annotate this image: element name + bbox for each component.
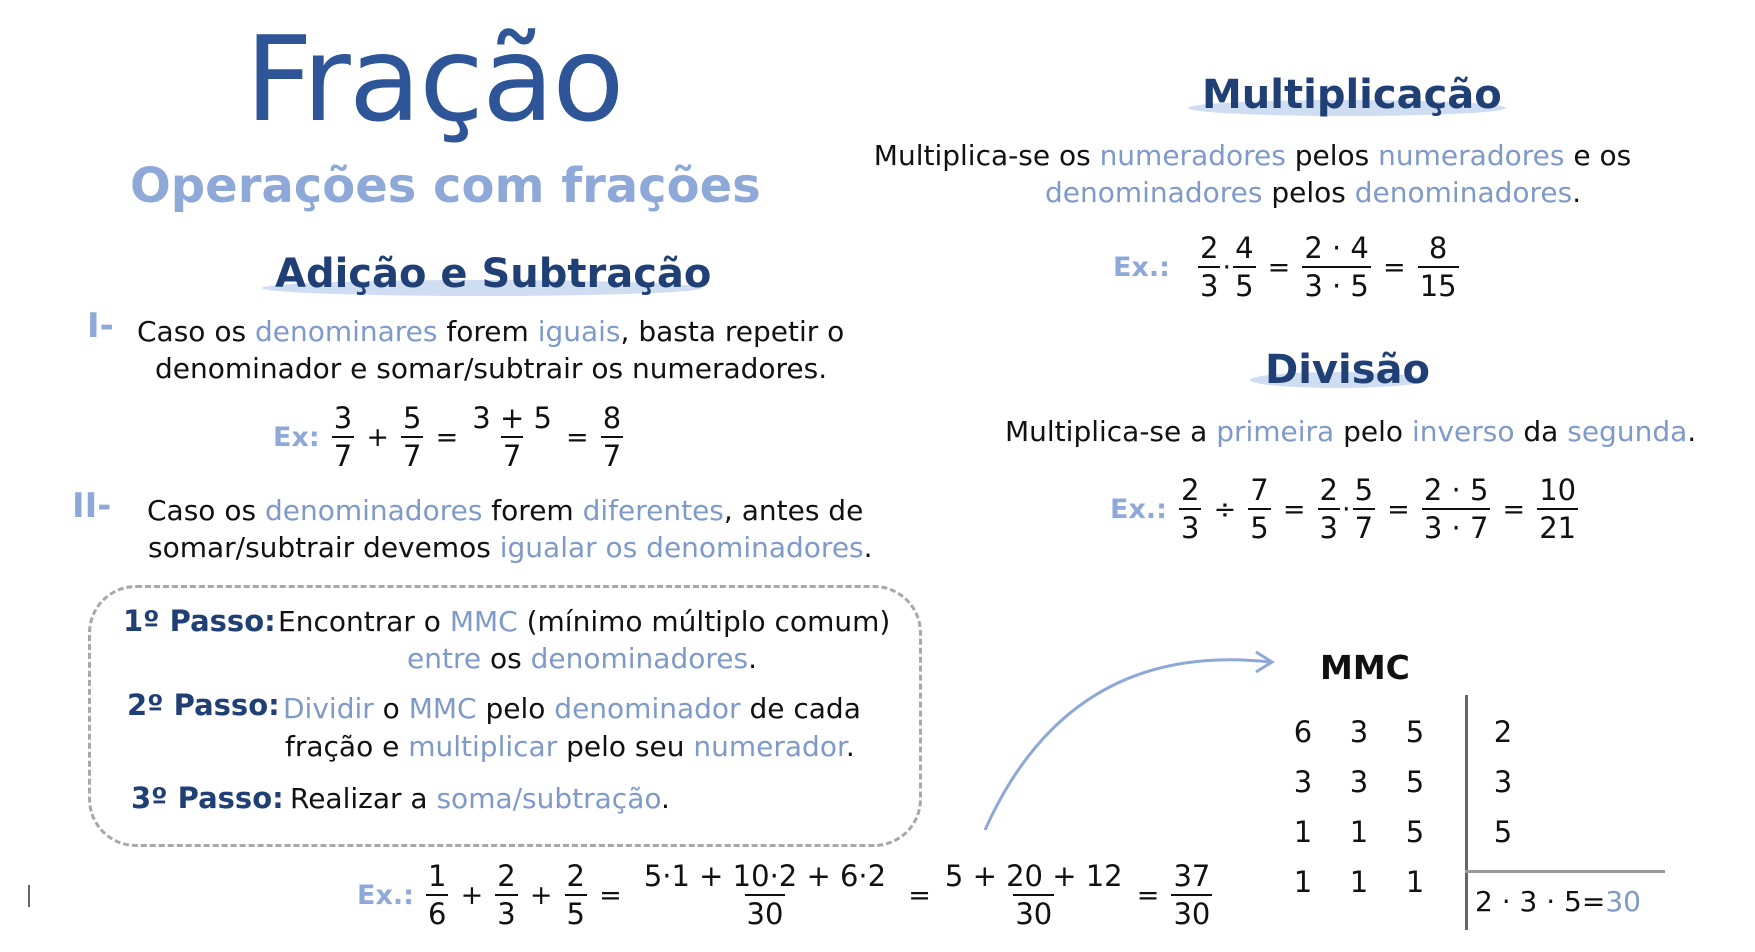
operator: ÷ [1213,493,1237,525]
mmc-grid [1283,715,1435,915]
mmc-divisor: 5 [1493,815,1513,849]
fraction: $\frac{2}{3}$ [1319,473,1338,545]
fraction: $\frac{5}{7}$ [403,401,422,473]
fraction: $\frac{5\cdot 1 + 10\cdot 2 + 6\cdot 2}{30}$ [643,859,887,931]
mmc-vertical-line [1465,695,1468,930]
section-title-division: Divisão [1265,347,1430,393]
mmc-row: 1 1 1 [1293,865,1425,899]
mmc-horizontal-line [1465,870,1665,873]
fraction: $\frac{1}{6}$ [428,859,447,931]
equals: = [1267,251,1291,283]
fraction: $\frac{3}{7}$ [333,401,353,473]
equals: = [599,879,622,911]
multiplication-line-2: denominadores pelos denominadores. [1045,176,1582,209]
equals: = [566,421,589,453]
case-2-line-1: Caso os denominadores forem diferentes, antes de [147,494,864,527]
step-1-line-2: entre os denominadores. [407,642,757,675]
fraction: $\frac{2}{5}$ [566,859,585,931]
step-3-line-1: Realizar a soma/subtração. [290,782,670,815]
mmc-divisors [1483,715,1523,865]
page-subtitle: Operações com frações [130,158,761,214]
fraction: $\frac{5}{7}$ [1354,473,1374,545]
equals: = [435,421,459,453]
step-1-label: 1º Passo: [123,604,276,638]
operator: · [1222,251,1232,283]
step-2-label: 2º Passo: [127,688,280,722]
operator: + [460,879,484,911]
division-line-1: Multiplica-se a primeira pelo inverso da segunda. [1005,415,1697,448]
step-2-line-2: fração e multiplicar pelo seu numerador. [285,730,855,763]
equals: = [1502,493,1526,525]
case-1-numeral: I- [87,306,114,346]
fraction: $\frac{3 + 5}{7}$ [472,401,552,473]
fraction: $\frac{2 \cdot 5}{3 \cdot 7}$ [1423,473,1489,545]
example-label: Ex: [273,421,320,453]
mmc-divisor: 3 [1493,765,1513,799]
fraction: $\frac{8}{7}$ [602,401,622,473]
mmc-result [1475,885,1641,918]
fraction: $\frac{2}{3}$ [1200,231,1219,303]
fraction: $\frac{8}{15}$ [1419,231,1457,303]
fraction: $\frac{2}{3}$ [1181,473,1200,545]
step-3-label: 3º Passo: [131,781,284,815]
example-label: Ex.: [357,879,414,911]
mmc-row: 6 3 5 [1293,715,1425,749]
equals: = [908,879,931,911]
mmc-result-expression: 2 · 3 · 5= [1475,885,1606,918]
fraction: $\frac{2 \cdot 4}{3 \cdot 5}$ [1304,231,1369,303]
page-title: Fração [245,10,623,148]
example-label: Ex.: [1113,251,1170,283]
operator: + [529,879,553,911]
operator: · [1342,493,1351,525]
multiplication-line-1: Multiplica-se os numeradores pelos numeradores e os [873,139,1632,172]
equals: = [1136,879,1160,911]
step-1-line-1: Encontrar o MMC (mínimo múltiplo comum) [278,605,891,638]
fraction: $\frac{10}{21}$ [1539,473,1577,545]
operator: + [366,421,389,453]
mmc-divisor: 2 [1493,715,1513,749]
fraction: $\frac{37}{30}$ [1173,859,1211,931]
equals: = [1382,251,1406,283]
mmc-result-value: 30 [1605,885,1641,918]
case-2-numeral: II- [72,486,112,526]
fraction: $\frac{4}{5}$ [1235,231,1254,303]
equals: = [1282,493,1306,525]
fraction: $\frac{2}{3}$ [497,859,516,931]
case-1-line-1: Caso os denominares forem iguais, basta repetir o [137,315,845,348]
case-1-line-2: denominador e somar/subtrair os numeradores. [155,352,828,385]
section-title-multiplication: Multiplicação [1202,72,1502,118]
mmc-title: MMC [1320,648,1410,687]
mmc-row: 1 1 5 [1293,815,1425,849]
equals: = [1387,493,1410,525]
mmc-row: 3 3 5 [1293,765,1425,799]
fraction: $\frac{5 + 20 + 12}{30}$ [944,859,1123,931]
step-2-line-1: Dividir o MMC pelo denominador de cada [283,692,861,725]
example-label: Ex.: [1110,493,1167,525]
section-title-addition: Adição e Subtração [275,251,712,297]
case-2-line-2: somar/subtrair devemos igualar os denominadores. [148,531,873,564]
fraction: $\frac{7}{5}$ [1250,473,1269,545]
